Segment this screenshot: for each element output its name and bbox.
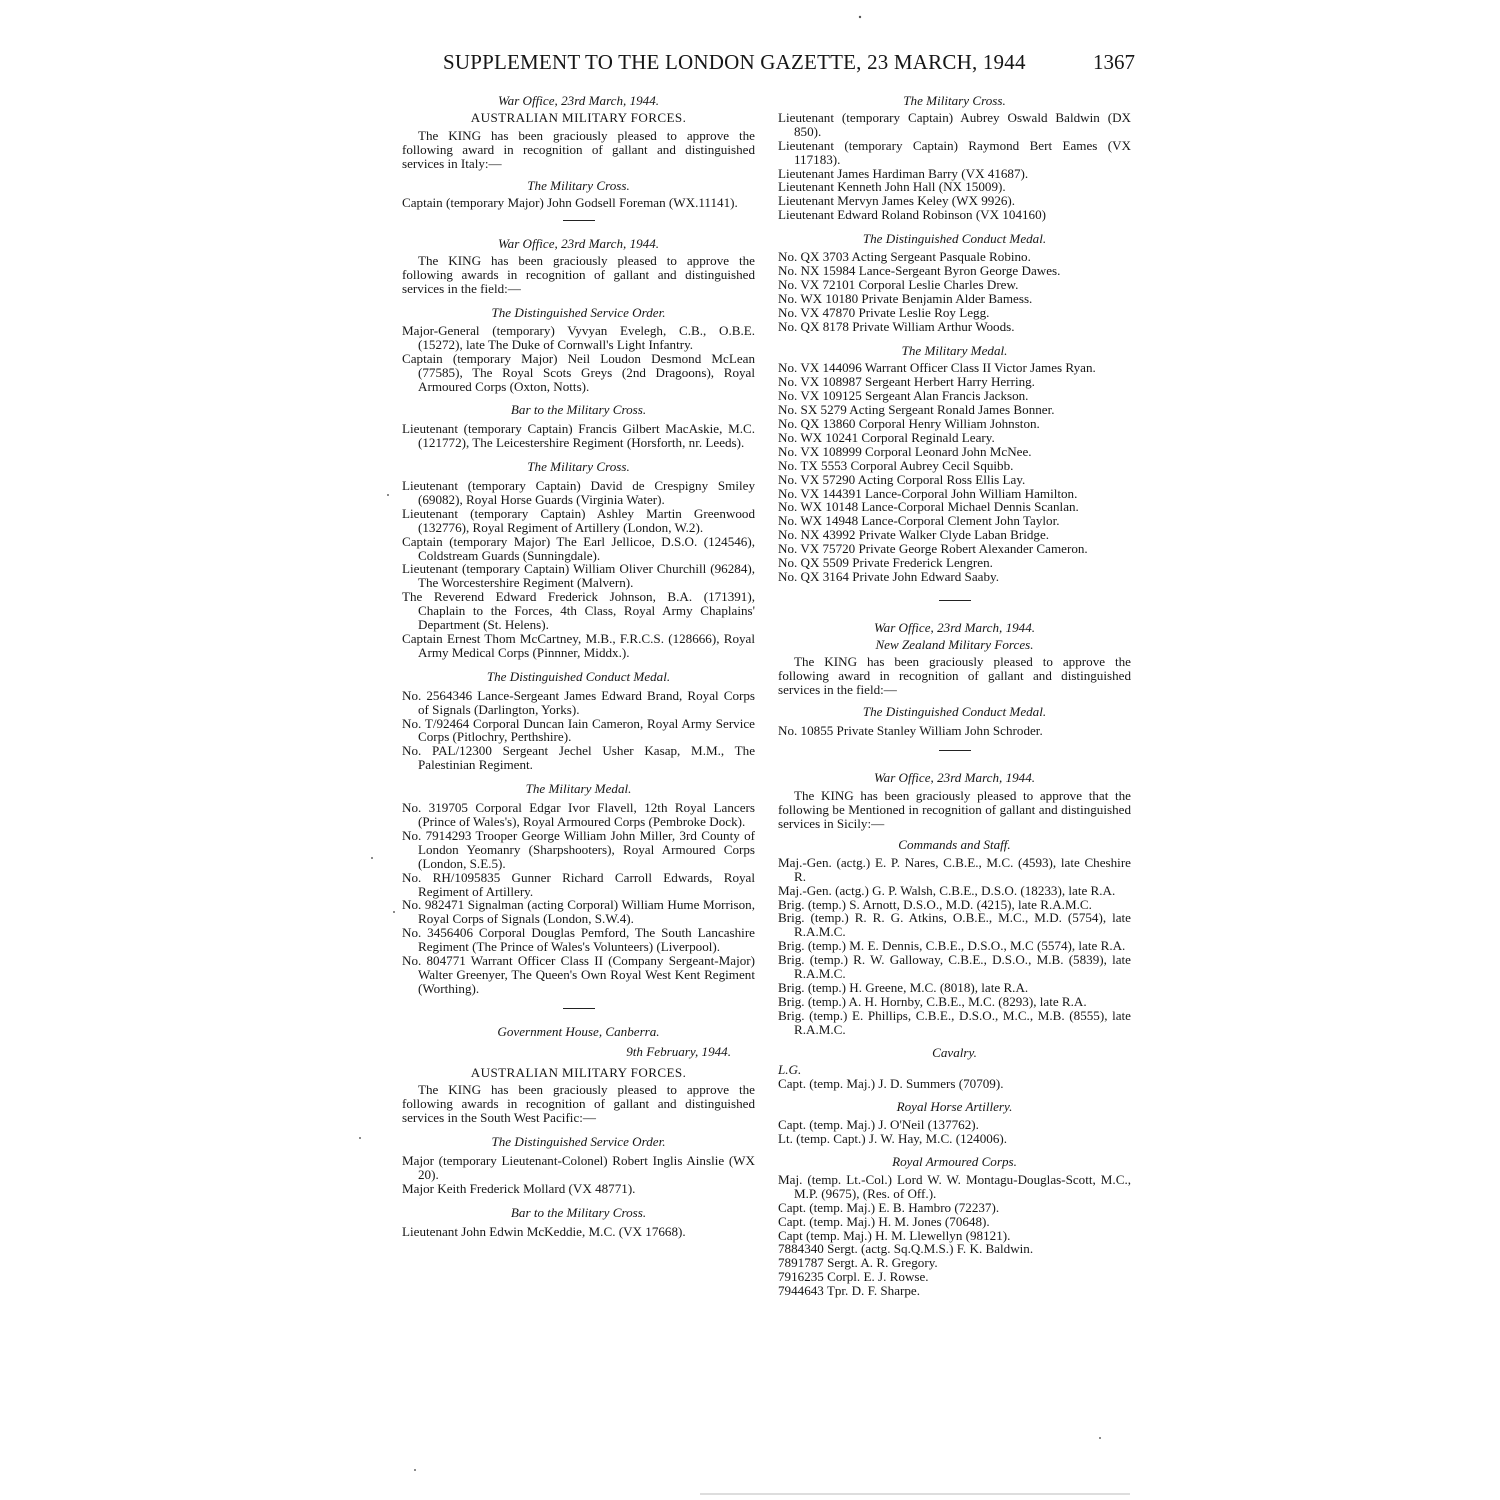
dateline: War Office, 23rd March, 1944. [497,236,660,252]
award-entry: No. WX 14948 Lance-Corporal Clement John Taylor. [778,513,1060,529]
award-heading: The Distinguished Conduct Medal. [486,668,671,684]
award-entry: No. 2564346 Lance-Sergeant James Edward Brand, Royal Corps of Signals (Darlington, Yorks). [402,687,755,717]
award-heading: The Military Cross. [903,93,1006,108]
notice-heading: AUSTRALIAN MILITARY FORCES. [470,1064,687,1080]
award-entry: The Reverend Edward Frederick Johnson, B.A. (171391), Chaplain to the Forces, 4th Class, Royal Army Chaplains' Department (St. Helens). [402,589,755,633]
award-entry: No. VX 108999 Corporal Leonard John McNee. [778,443,1032,459]
award-entry: No. QX 8178 Private William Arthur Woods. [778,318,1015,334]
award-entry: No. T/92464 Corporal Duncan Iain Cameron, Royal Army Service Corps (Pitlochry, Perthshire). [402,715,755,745]
award-entry: No. QX 3703 Acting Sergeant Pasquale Robino. [778,249,1031,265]
award-entry: Major Keith Frederick Mollard (VX 48771). [402,1180,636,1196]
mention-entry: Capt. (temp. Maj.) J. O'Neil (137762). [778,1117,979,1133]
award-entry: No. WX 10148 Lance-Corporal Michael Dennis Scanlan. [778,499,1079,515]
award-entry: No. QX 3164 Private John Edward Saaby. [778,569,999,584]
award-entry: Lieutenant Mervyn James Keley (WX 9926). [778,193,1016,209]
page-number: 1367 [1093,50,1135,74]
mention-entry: Brig. (temp.) H. Greene, M.C. (8018), late R.A. [778,979,1029,995]
mention-entry: Brig. (temp.) E. Phillips, C.B.E., D.S.O., M.C., M.B. (8555), late R.A.M.C. [778,1007,1131,1037]
mention-entry: Brig. (temp.) S. Arnott, D.S.O., M.D. (4215), late R.A.M.C. [778,896,1092,912]
award-entry: No. VX 144391 Lance-Corporal John William Hamilton. [778,485,1078,501]
mention-entry: 7916235 Corpl. E. J. Rowse. [778,1269,929,1285]
notice-heading: New Zealand Military Forces. [875,636,1034,652]
award-entry: No. VX 144096 Warrant Officer Class II Victor James Ryan. [778,360,1096,376]
mention-entry: 7884340 Sergt. (actg. Sq.Q.M.S.) F. K. Baldwin. [778,1241,1034,1257]
mention-entry: Capt. (temp. Maj.) E. B. Hambro (72237). [778,1199,1000,1215]
award-heading: Bar to the Military Cross. [510,402,647,418]
award-heading: The Military Cross. [527,177,630,193]
notice-intro: The KING has been graciously pleased to approve the following award in recognition of gallant and distinguished services in the field:— [778,653,1131,697]
award-heading: The Military Medal. [901,342,1008,358]
award-entry: Lieutenant Kenneth John Hall (NX 15009). [778,179,1006,195]
section-heading: Cavalry. [932,1044,977,1060]
award-heading: The Distinguished Conduct Medal. [862,704,1047,720]
left-column [402,94,755,1239]
mention-entry: Maj.-Gen. (actg.) E. P. Nares, C.B.E., M.C. (4593), late Cheshire R. [778,854,1131,884]
mention-entry: 7891787 Sergt. A. R. Gregory. [778,1255,938,1271]
dateline: War Office, 23rd March, 1944. [497,93,660,108]
award-entry: No. QX 5509 Private Frederick Lengren. [778,555,993,571]
award-entry: No. TX 5553 Corporal Aubrey Cecil Squibb. [778,457,1014,473]
mention-entry: Brig. (temp.) A. H. Hornby, C.B.E., M.C. (8293), late R.A. [778,993,1087,1009]
right-column [778,94,1131,1298]
notice-intro: The KING has been graciously pleased to approve the following awards in recognition of gallant and distinguished services in the South West Pacific:— [402,1082,755,1126]
mention-entry: Capt. (temp. Maj.) J. D. Summers (70709). [778,1076,1004,1092]
award-entry: No. VX 47870 Private Leslie Roy Legg. [778,304,990,320]
award-entry: Major-General (temporary) Vyvyan Evelegh, C.B., O.B.E. (15272), late The Duke of Cornwall's Light Infantry. [402,322,755,352]
mention-entry: Capt (temp. Maj.) H. M. Llewellyn (98121). [778,1227,1011,1243]
award-entry: Major (temporary Lieutenant-Colonel) Robert Inglis Ainslie (WX 20). [402,1153,755,1182]
award-entry: No. WX 10241 Corporal Reginald Leary. [778,429,995,445]
mention-entry: Capt. (temp. Maj.) H. M. Jones (70648). [778,1213,990,1229]
award-entry: No. PAL/12300 Sergeant Jechel Usher Kasap, M.M., The Palestinian Regiment. [402,743,755,773]
award-entry: No. VX 57290 Acting Corporal Ross Ellis Lay. [778,471,1026,487]
award-entry: Lieutenant (temporary Captain) William Oliver Churchill (96284), The Worcestershire Regiment (Malvern). [402,561,755,591]
award-entry: Captain Ernest Thom McCartney, M.B., F.R.C.S. (128666), Royal Army Medical Corps (Pinnner, Middx.). [402,631,755,660]
award-entry: No. VX 108987 Sergeant Herbert Harry Herring. [778,374,1035,390]
award-entry: Lieutenant (temporary Captain) Francis Gilbert MacAskie, M.C. (121772), The Leicestershire Regiment (Horsforth, nr. Leeds). [402,421,755,451]
notice-date: 9th February, 1944. [626,1043,731,1059]
award-entry: Lieutenant James Hardiman Barry (VX 41687). [778,165,1029,181]
award-heading: Bar to the Military Cross. [510,1204,647,1220]
award-entry: No. 982471 Signalman (acting Corporal) William Hume Morrison, Royal Corps of Signals (London, S.W.4). [402,897,755,927]
award-entry: Lieutenant John Edwin McKeddie, M.C. (VX 17668). [402,1223,686,1239]
section-heading: Royal Armoured Corps. [892,1154,1017,1169]
mention-entry: Brig. (temp.) R. W. Galloway, C.B.E., D.S.O., M.B. (5839), late R.A.M.C. [778,952,1131,982]
award-entry: No. RH/1095835 Gunner Richard Carroll Edwards, Royal Regiment of Artillery. [402,869,755,899]
award-entry: Lieutenant (temporary Captain) Ashley Martin Greenwood (132776), Royal Regiment of Artillery (London, W.2). [402,505,755,535]
award-entry: No. QX 13860 Corporal Henry William Johnston. [778,416,1040,432]
award-entry: No. 3456406 Corporal Douglas Pemford, The South Lancashire Regiment (The Prince of Wales's Volunteers) (Liverpool). [402,925,755,955]
award-entry: Lieutenant (temporary Captain) Raymond Bert Eames (VX 117183). [778,137,1131,167]
award-entry: No. 10855 Private Stanley William John Schroder. [778,723,1043,739]
award-entry: No. WX 10180 Private Benjamin Alder Bamess. [778,290,1033,306]
subsection-label: L.G. [778,1062,802,1078]
dateline: War Office, 23rd March, 1944. [873,619,1036,635]
notice-intro: The KING has been graciously pleased to approve that the following be Mentioned in recognition of gallant and distinguished services in Sicily:— [778,788,1131,831]
mention-entry: 7944643 Tpr. D. F. Sharpe. [778,1283,921,1299]
award-entry: No. SX 5279 Acting Sergeant Ronald James Bonner. [778,402,1055,418]
gazette-title: SUPPLEMENT TO THE LONDON GAZETTE, 23 MARCH, 1944 [443,50,1026,74]
award-entry: No. NX 15984 Lance-Sergeant Byron George Dawes. [778,262,1061,278]
dateline: War Office, 23rd March, 1944. [873,770,1036,786]
notice-intro: The KING has been graciously pleased to approve the following awards in recognition of gallant and distinguished services in the field:— [402,253,755,297]
award-entry: Lieutenant Edward Roland Robinson (VX 104160) [778,207,1047,223]
award-entry: No. VX 75720 Private George Robert Alexander Cameron. [778,541,1088,557]
award-heading: The Distinguished Service Order. [491,1134,666,1150]
notice-heading: AUSTRALIAN MILITARY FORCES. [470,109,687,125]
mention-entry: Brig. (temp.) M. E. Dennis, C.B.E., D.S.O., M.C (5574), late R.A. [778,938,1126,954]
award-heading: The Military Medal. [525,781,632,797]
award-entry: No. NX 43992 Private Walker Clyde Laban Bridge. [778,527,1050,543]
mention-entry: Maj.-Gen. (actg.) G. P. Walsh, C.B.E., D.S.O. (18233), late R.A. [778,882,1116,898]
notice-intro: The KING has been graciously pleased to approve the following award in recognition of gallant and distinguished services in Italy:— [402,127,755,171]
mention-entry: Lt. (temp. Capt.) J. W. Hay, M.C. (124006). [778,1131,1007,1147]
award-heading: The Distinguished Conduct Medal. [862,231,1047,247]
mention-entry: Brig. (temp.) R. R. G. Atkins, O.B.E., M.C., M.D. (5754), late R.A.M.C. [778,910,1131,940]
award-heading: The Distinguished Service Order. [491,304,666,320]
section-heading: Royal Horse Artillery. [896,1099,1013,1115]
mention-entry: Maj. (temp. Lt.-Col.) Lord W. W. Montagu-Douglas-Scott, M.C., M.P. (9675), (Res. of Off.). [778,1171,1131,1201]
notice-place: Government House, Canberra. [497,1023,660,1039]
award-entry: Captain (temporary Major) Neil Loudon Desmond McLean (77585), The Royal Scots Greys (2nd Dragoons), Royal Armoured Corps (Oxton, Notts). [402,350,755,394]
section-heading: Commands and Staff. [898,836,1011,852]
award-entry: No. 804771 Warrant Officer Class II (Company Sergeant-Major) Walter Greenyer, The Queen's Own Royal West Kent Regiment (Worthing). [402,953,755,996]
award-entry: Captain (temporary Major) John Godsell Foreman (WX.11141). [402,195,738,211]
award-entry: No. 319705 Corporal Edgar Ivor Flavell, 12th Royal Lancers (Prince of Wales's), Royal Armoured Corps (Pembroke Dock). [402,800,755,829]
page-header [400,50,1135,84]
award-entry: No. 7914293 Trooper George William John Miller, 3rd County of London Yeomanry (Sharpshooters), Royal Armoured Corps (London, S.E.5). [402,827,755,871]
award-entry: No. VX 72101 Corporal Leslie Charles Drew. [778,276,1019,292]
award-entry: Lieutenant (temporary Captain) Aubrey Oswald Baldwin (DX 850). [778,109,1131,139]
award-entry: Captain (temporary Major) The Earl Jellicoe, D.S.O. (124546), Coldstream Guards (Sunningdale). [402,533,755,563]
award-entry: No. VX 109125 Sergeant Alan Francis Jackson. [778,388,1029,404]
award-entry: Lieutenant (temporary Captain) David de Crespigny Smiley (69082), Royal Horse Guards (Virginia Water). [402,478,755,507]
award-heading: The Military Cross. [527,459,630,475]
